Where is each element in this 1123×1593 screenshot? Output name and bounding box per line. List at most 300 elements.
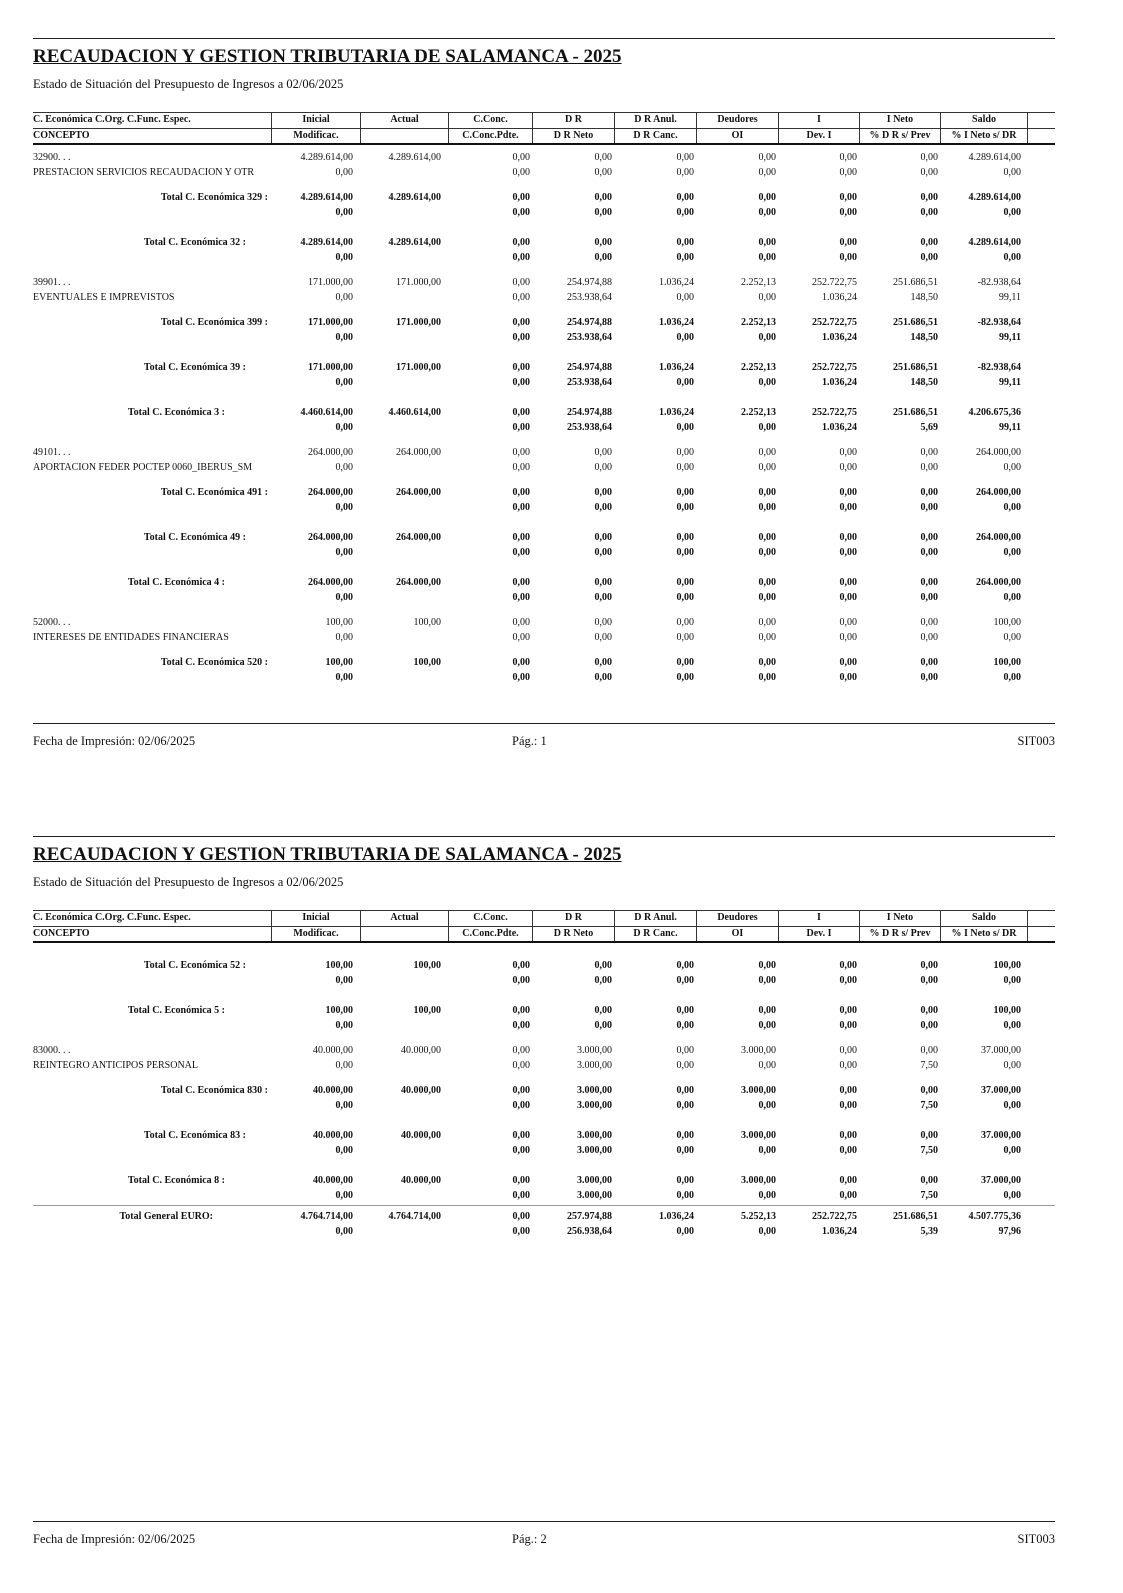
spacer [33, 180, 1055, 190]
report-title: RECAUDACION Y GESTION TRIBUTARIA DE SALAMANCA - 2025 [33, 46, 622, 67]
subtotal-label: Total C. Económica 399 : [160, 317, 268, 328]
amount-cell: 0,00 [920, 487, 938, 498]
header-row [33, 129, 1055, 146]
amount-cell: 1.036,24 [659, 277, 694, 288]
column-header-cell [360, 927, 448, 942]
amount-cell: 40.000,00 [401, 1045, 441, 1056]
column-header-cell: Saldo [940, 113, 1028, 128]
amount-cell: 0,00 [839, 1060, 857, 1071]
table-row [33, 1058, 1055, 1073]
table-row [33, 290, 1055, 305]
grand-total-label: Total General EURO: [119, 1211, 213, 1222]
amount-cell: 0,00 [512, 317, 530, 328]
amount-cell: 3.000,00 [741, 1085, 776, 1096]
amount-cell: 4.507.775,36 [968, 1211, 1021, 1222]
amount-cell: 254.974,88 [567, 407, 612, 418]
amount-cell: 0,00 [594, 167, 612, 178]
table-row [33, 615, 1055, 630]
amount-cell: 0,00 [512, 362, 530, 373]
amount-cell: 0,00 [839, 1145, 857, 1156]
table-row [33, 235, 1055, 250]
amount-cell: 2.252,13 [741, 317, 776, 328]
table-row [33, 575, 1055, 590]
amount-cell: 0,00 [920, 502, 938, 513]
amount-cell: 0,00 [594, 960, 612, 971]
amount-cell: 0,00 [512, 1175, 530, 1186]
amount-cell: 0,00 [920, 672, 938, 683]
column-header-cell: C.Conc.Pdte. [448, 129, 532, 144]
subtotal-label: Total C. Económica 83 : [143, 1130, 246, 1141]
amount-cell: 0,00 [758, 975, 776, 986]
amount-cell: 100,00 [325, 1005, 353, 1016]
amount-cell: 0,00 [839, 672, 857, 683]
amount-cell: 0,00 [1003, 167, 1021, 178]
amount-cell: 251.686,51 [893, 277, 938, 288]
amount-cell: 0,00 [758, 617, 776, 628]
amount-cell: 1.036,24 [822, 332, 857, 343]
amount-cell: 5,69 [920, 422, 938, 433]
table-row [33, 1209, 1055, 1224]
amount-cell: 0,00 [920, 657, 938, 668]
amount-cell: 0,00 [676, 462, 694, 473]
amount-cell: 0,00 [676, 657, 694, 668]
amount-cell: 171.000,00 [308, 362, 353, 373]
amount-cell: 0,00 [920, 447, 938, 458]
table-row [33, 1143, 1055, 1158]
amount-cell: 0,00 [758, 502, 776, 513]
amount-cell: 40.000,00 [313, 1045, 353, 1056]
amount-cell: 0,00 [839, 1175, 857, 1186]
subtotal-label: Total C. Económica 329 : [160, 192, 268, 203]
amount-cell: 1.036,24 [659, 317, 694, 328]
amount-cell: 1.036,24 [659, 362, 694, 373]
table-row [33, 1188, 1055, 1203]
subtotal-label: Total C. Económica 52 : [143, 960, 246, 971]
table-row [33, 460, 1055, 475]
amount-cell: 3.000,00 [577, 1085, 612, 1096]
amount-cell: 0,00 [335, 632, 353, 643]
amount-cell: 0,00 [512, 1226, 530, 1237]
amount-cell: 0,00 [676, 592, 694, 603]
amount-cell: 2.252,13 [741, 362, 776, 373]
account-code: 32900. . . [33, 152, 71, 163]
amount-cell: 0,00 [839, 1085, 857, 1096]
amount-cell: 0,00 [594, 152, 612, 163]
amount-cell: 0,00 [676, 617, 694, 628]
amount-cell: 251.686,51 [893, 407, 938, 418]
amount-cell: 0,00 [676, 1130, 694, 1141]
column-header-cell: Actual [360, 911, 448, 926]
amount-cell: 0,00 [335, 292, 353, 303]
amount-cell: 0,00 [512, 407, 530, 418]
table-row [33, 315, 1055, 330]
amount-cell: 0,00 [1003, 502, 1021, 513]
amount-cell: 0,00 [839, 532, 857, 543]
amount-cell: 3.000,00 [577, 1190, 612, 1201]
header-row [33, 927, 1055, 944]
amount-cell: 0,00 [594, 207, 612, 218]
amount-cell: 0,00 [676, 252, 694, 263]
amount-cell: 0,00 [758, 332, 776, 343]
amount-cell: 0,00 [335, 502, 353, 513]
report-page-2 [0, 798, 1123, 1593]
column-header-cell: Modificac. [271, 927, 360, 942]
amount-cell: 0,00 [335, 167, 353, 178]
amount-cell: 0,00 [594, 237, 612, 248]
amount-cell: 0,00 [920, 532, 938, 543]
table-row [33, 360, 1055, 375]
column-header-cell: % D R s/ Prev [859, 927, 940, 942]
amount-cell: 0,00 [920, 1020, 938, 1031]
column-header-cell: C. Económica C.Org. C.Func. Espec. [33, 114, 191, 125]
amount-cell: 4.289.614,00 [300, 192, 353, 203]
amount-cell: 1.036,24 [822, 377, 857, 388]
table-row [33, 420, 1055, 435]
amount-cell: 264.000,00 [308, 577, 353, 588]
spacer [33, 515, 1055, 530]
amount-cell: 0,00 [758, 1145, 776, 1156]
amount-cell: 264.000,00 [308, 447, 353, 458]
amount-cell: 0,00 [839, 192, 857, 203]
amount-cell: 1.036,24 [822, 1226, 857, 1237]
column-header-cell: Dev. I [778, 129, 859, 144]
amount-cell: 0,00 [758, 532, 776, 543]
amount-cell: 0,00 [512, 1020, 530, 1031]
table-row [33, 1043, 1055, 1058]
amount-cell: 0,00 [920, 152, 938, 163]
amount-cell: 0,00 [758, 237, 776, 248]
table-row [33, 590, 1055, 605]
amount-cell: 4.289.614,00 [968, 152, 1021, 163]
column-header-cell: CONCEPTO [33, 927, 90, 939]
amount-cell: 0,00 [335, 975, 353, 986]
column-header-cell: Modificac. [271, 129, 360, 144]
amount-cell: 256.938,64 [567, 1226, 612, 1237]
column-header-cell: Inicial [271, 113, 360, 128]
account-concept: REINTEGRO ANTICIPOS PERSONAL [33, 1060, 199, 1071]
amount-cell: 0,00 [335, 462, 353, 473]
report-body [33, 948, 1055, 1239]
amount-cell: 0,00 [335, 252, 353, 263]
amount-cell: 0,00 [920, 1045, 938, 1056]
amount-cell: 0,00 [676, 502, 694, 513]
amount-cell: 37.000,00 [981, 1130, 1021, 1141]
column-header-cell: Dev. I [778, 927, 859, 942]
amount-cell: 0,00 [512, 1060, 530, 1071]
amount-cell: 0,00 [512, 1085, 530, 1096]
amount-cell: 4.289.614,00 [388, 192, 441, 203]
amount-cell: 252.722,75 [812, 407, 857, 418]
column-header-cell: OI [696, 129, 778, 144]
report-code: SIT003 [1017, 1532, 1055, 1546]
footer-rule [33, 1521, 1055, 1522]
spacer [33, 305, 1055, 315]
amount-cell: 264.000,00 [396, 577, 441, 588]
print-date: Fecha de Impresión: 02/06/2025 [33, 734, 196, 748]
amount-cell: 171.000,00 [396, 317, 441, 328]
amount-cell: 1.036,24 [822, 292, 857, 303]
amount-cell: 0,00 [1003, 1060, 1021, 1071]
amount-cell: 0,00 [1003, 632, 1021, 643]
table-row [33, 445, 1055, 460]
amount-cell: 0,00 [512, 960, 530, 971]
amount-cell: -82.938,64 [977, 317, 1021, 328]
amount-cell: 0,00 [758, 377, 776, 388]
subtotal-label: Total C. Económica 520 : [160, 657, 268, 668]
subtotal-label: Total C. Económica 32 : [143, 237, 246, 248]
amount-cell: 0,00 [839, 1130, 857, 1141]
amount-cell: 0,00 [758, 152, 776, 163]
amount-cell: 171.000,00 [308, 277, 353, 288]
amount-cell: 0,00 [512, 577, 530, 588]
amount-cell: 0,00 [920, 252, 938, 263]
report-body [33, 150, 1055, 685]
amount-cell: 0,00 [335, 1100, 353, 1111]
amount-cell: 40.000,00 [401, 1130, 441, 1141]
report-subtitle: Estado de Situación del Presupuesto de Ingresos a 02/06/2025 [33, 875, 344, 889]
amount-cell: 100,00 [413, 657, 441, 668]
amount-cell: 0,00 [839, 592, 857, 603]
amount-cell: 0,00 [920, 960, 938, 971]
amount-cell: 0,00 [676, 1100, 694, 1111]
amount-cell: 4.289.614,00 [968, 237, 1021, 248]
amount-cell: 0,00 [512, 292, 530, 303]
amount-cell: 264.000,00 [976, 447, 1021, 458]
amount-cell: 251.686,51 [893, 362, 938, 373]
amount-cell: 0,00 [920, 632, 938, 643]
spacer [33, 265, 1055, 275]
amount-cell: 0,00 [512, 672, 530, 683]
report-subtitle: Estado de Situación del Presupuesto de Ingresos a 02/06/2025 [33, 77, 344, 91]
amount-cell: 99,11 [999, 377, 1021, 388]
column-header-cell: I [778, 113, 859, 128]
amount-cell: 4.289.614,00 [300, 237, 353, 248]
spacer [33, 435, 1055, 445]
spacer [33, 560, 1055, 575]
spacer [33, 220, 1055, 235]
column-header-cell: % I Neto s/ DR [940, 927, 1028, 942]
amount-cell: -82.938,64 [977, 362, 1021, 373]
amount-cell: 257.974,88 [567, 1211, 612, 1222]
amount-cell: 0,00 [839, 632, 857, 643]
amount-cell: 0,00 [758, 547, 776, 558]
amount-cell: 264.000,00 [396, 532, 441, 543]
amount-cell: 0,00 [920, 462, 938, 473]
amount-cell: 264.000,00 [396, 487, 441, 498]
amount-cell: 4.460.614,00 [388, 407, 441, 418]
amount-cell: 0,00 [920, 577, 938, 588]
amount-cell: 0,00 [839, 577, 857, 588]
amount-cell: 2.252,13 [741, 277, 776, 288]
amount-cell: 0,00 [512, 377, 530, 388]
amount-cell: 100,00 [993, 657, 1021, 668]
amount-cell: 99,11 [999, 422, 1021, 433]
amount-cell: 0,00 [594, 487, 612, 498]
amount-cell: 264.000,00 [308, 532, 353, 543]
amount-cell: 0,00 [594, 547, 612, 558]
amount-cell: 0,00 [594, 657, 612, 668]
amount-cell: 0,00 [512, 592, 530, 603]
amount-cell: 4.289.614,00 [968, 192, 1021, 203]
spacer [33, 605, 1055, 615]
table-row [33, 630, 1055, 645]
amount-cell: 0,00 [512, 487, 530, 498]
account-concept: INTERESES DE ENTIDADES FINANCIERAS [33, 632, 229, 643]
column-header-cell: Inicial [271, 911, 360, 926]
column-header-cell: Deudores [696, 911, 778, 926]
amount-cell: 0,00 [758, 1060, 776, 1071]
amount-cell: 0,00 [676, 377, 694, 388]
amount-cell: 4.289.614,00 [300, 152, 353, 163]
amount-cell: 0,00 [1003, 672, 1021, 683]
amount-cell: 0,00 [512, 447, 530, 458]
amount-cell: 0,00 [335, 1020, 353, 1031]
amount-cell: 0,00 [335, 422, 353, 433]
table-row [33, 1128, 1055, 1143]
amount-cell: 0,00 [920, 1005, 938, 1016]
amount-cell: 3.000,00 [577, 1060, 612, 1071]
table-row [33, 150, 1055, 165]
column-header-cell: OI [696, 927, 778, 942]
amount-cell: 0,00 [335, 207, 353, 218]
amount-cell: 0,00 [512, 1005, 530, 1016]
table-row [33, 485, 1055, 500]
report-page-1 [0, 0, 1123, 795]
amount-cell: 253.938,64 [567, 332, 612, 343]
amount-cell: 4.764.714,00 [300, 1211, 353, 1222]
amount-cell: 0,00 [335, 592, 353, 603]
amount-cell: 0,00 [512, 192, 530, 203]
subtotal-label: Total C. Económica 8 : [127, 1175, 225, 1186]
amount-cell: 0,00 [676, 1005, 694, 1016]
amount-cell: 0,00 [676, 237, 694, 248]
amount-cell: 0,00 [676, 1190, 694, 1201]
amount-cell: 99,11 [999, 332, 1021, 343]
amount-cell: 0,00 [676, 332, 694, 343]
column-header-cell: C.Conc.Pdte. [448, 927, 532, 942]
column-header-cell: D R Neto [532, 927, 614, 942]
account-code: 49101. . . [33, 447, 71, 458]
amount-cell: 0,00 [758, 657, 776, 668]
table-row [33, 1098, 1055, 1113]
amount-cell: 0,00 [512, 657, 530, 668]
amount-cell: 0,00 [920, 207, 938, 218]
amount-cell: 100,00 [993, 617, 1021, 628]
amount-cell: 0,00 [594, 1005, 612, 1016]
spacer [33, 390, 1055, 405]
amount-cell: 253.938,64 [567, 377, 612, 388]
amount-cell: 0,00 [335, 1145, 353, 1156]
amount-cell: 0,00 [512, 422, 530, 433]
amount-cell: 0,00 [758, 632, 776, 643]
amount-cell: 100,00 [993, 960, 1021, 971]
amount-cell: 0,00 [676, 975, 694, 986]
amount-cell: 3.000,00 [741, 1130, 776, 1141]
header-row [33, 910, 1055, 927]
amount-cell: 0,00 [594, 252, 612, 263]
column-header-cell: D R Anul. [614, 113, 696, 128]
amount-cell: 4.764.714,00 [388, 1211, 441, 1222]
amount-cell: 251.686,51 [893, 1211, 938, 1222]
amount-cell: 7,50 [920, 1145, 938, 1156]
amount-cell: 0,00 [335, 1226, 353, 1237]
amount-cell: 148,50 [910, 377, 938, 388]
column-header-cell: D R [532, 113, 614, 128]
amount-cell: 99,11 [998, 292, 1021, 303]
amount-cell: 264.000,00 [976, 487, 1021, 498]
amount-cell: 0,00 [839, 960, 857, 971]
amount-cell: 0,00 [920, 592, 938, 603]
amount-cell: 0,00 [839, 1190, 857, 1201]
amount-cell: 0,00 [335, 672, 353, 683]
amount-cell: 0,00 [839, 1045, 857, 1056]
amount-cell: 40.000,00 [401, 1175, 441, 1186]
report-title: RECAUDACION Y GESTION TRIBUTARIA DE SALAMANCA - 2025 [33, 844, 622, 865]
table-row [33, 165, 1055, 180]
amount-cell: 0,00 [512, 532, 530, 543]
amount-cell: 0,00 [758, 577, 776, 588]
spacer [33, 1033, 1055, 1043]
table-row [33, 205, 1055, 220]
amount-cell: 97,96 [998, 1226, 1021, 1237]
table-row [33, 250, 1055, 265]
amount-cell: 0,00 [676, 1085, 694, 1096]
amount-cell: 0,00 [594, 632, 612, 643]
amount-cell: 3.000,00 [577, 1130, 612, 1141]
amount-cell: 0,00 [676, 1045, 694, 1056]
amount-cell: 0,00 [920, 617, 938, 628]
header-rule [33, 836, 1055, 837]
amount-cell: 0,00 [512, 207, 530, 218]
amount-cell: 0,00 [839, 487, 857, 498]
amount-cell: 0,00 [1003, 547, 1021, 558]
amount-cell: 2.252,13 [741, 407, 776, 418]
spacer [33, 1113, 1055, 1128]
amount-cell: 0,00 [839, 1020, 857, 1031]
amount-cell: 0,00 [512, 1130, 530, 1141]
amount-cell: 0,00 [1003, 975, 1021, 986]
amount-cell: 1.036,24 [659, 407, 694, 418]
amount-cell: 0,00 [512, 502, 530, 513]
spacer [33, 988, 1055, 1003]
amount-cell: 0,00 [512, 332, 530, 343]
amount-cell: 264.000,00 [308, 487, 353, 498]
page-number: Pág.: 2 [512, 1532, 547, 1546]
amount-cell: 0,00 [839, 447, 857, 458]
amount-cell: 0,00 [512, 617, 530, 628]
amount-cell: 0,00 [758, 592, 776, 603]
amount-cell: 4.289.614,00 [388, 237, 441, 248]
amount-cell: 3.000,00 [577, 1145, 612, 1156]
amount-cell: 0,00 [1003, 1020, 1021, 1031]
amount-cell: 1.036,24 [659, 1211, 694, 1222]
amount-cell: 40.000,00 [313, 1130, 353, 1141]
column-header-cell: I Neto [859, 911, 940, 926]
amount-cell: 0,00 [594, 462, 612, 473]
amount-cell: 0,00 [676, 532, 694, 543]
amount-cell: 0,00 [758, 447, 776, 458]
amount-cell: 254.974,88 [567, 362, 612, 373]
amount-cell: 0,00 [839, 975, 857, 986]
subtotal-label: Total C. Económica 3 : [127, 407, 225, 418]
amount-cell: 0,00 [1003, 1190, 1021, 1201]
column-header-cell: I [778, 911, 859, 926]
column-header-cell: Saldo [940, 911, 1028, 926]
amount-cell: 0,00 [758, 192, 776, 203]
amount-cell: 0,00 [758, 672, 776, 683]
amount-cell: 0,00 [758, 1100, 776, 1111]
column-header-cell: I Neto [859, 113, 940, 128]
